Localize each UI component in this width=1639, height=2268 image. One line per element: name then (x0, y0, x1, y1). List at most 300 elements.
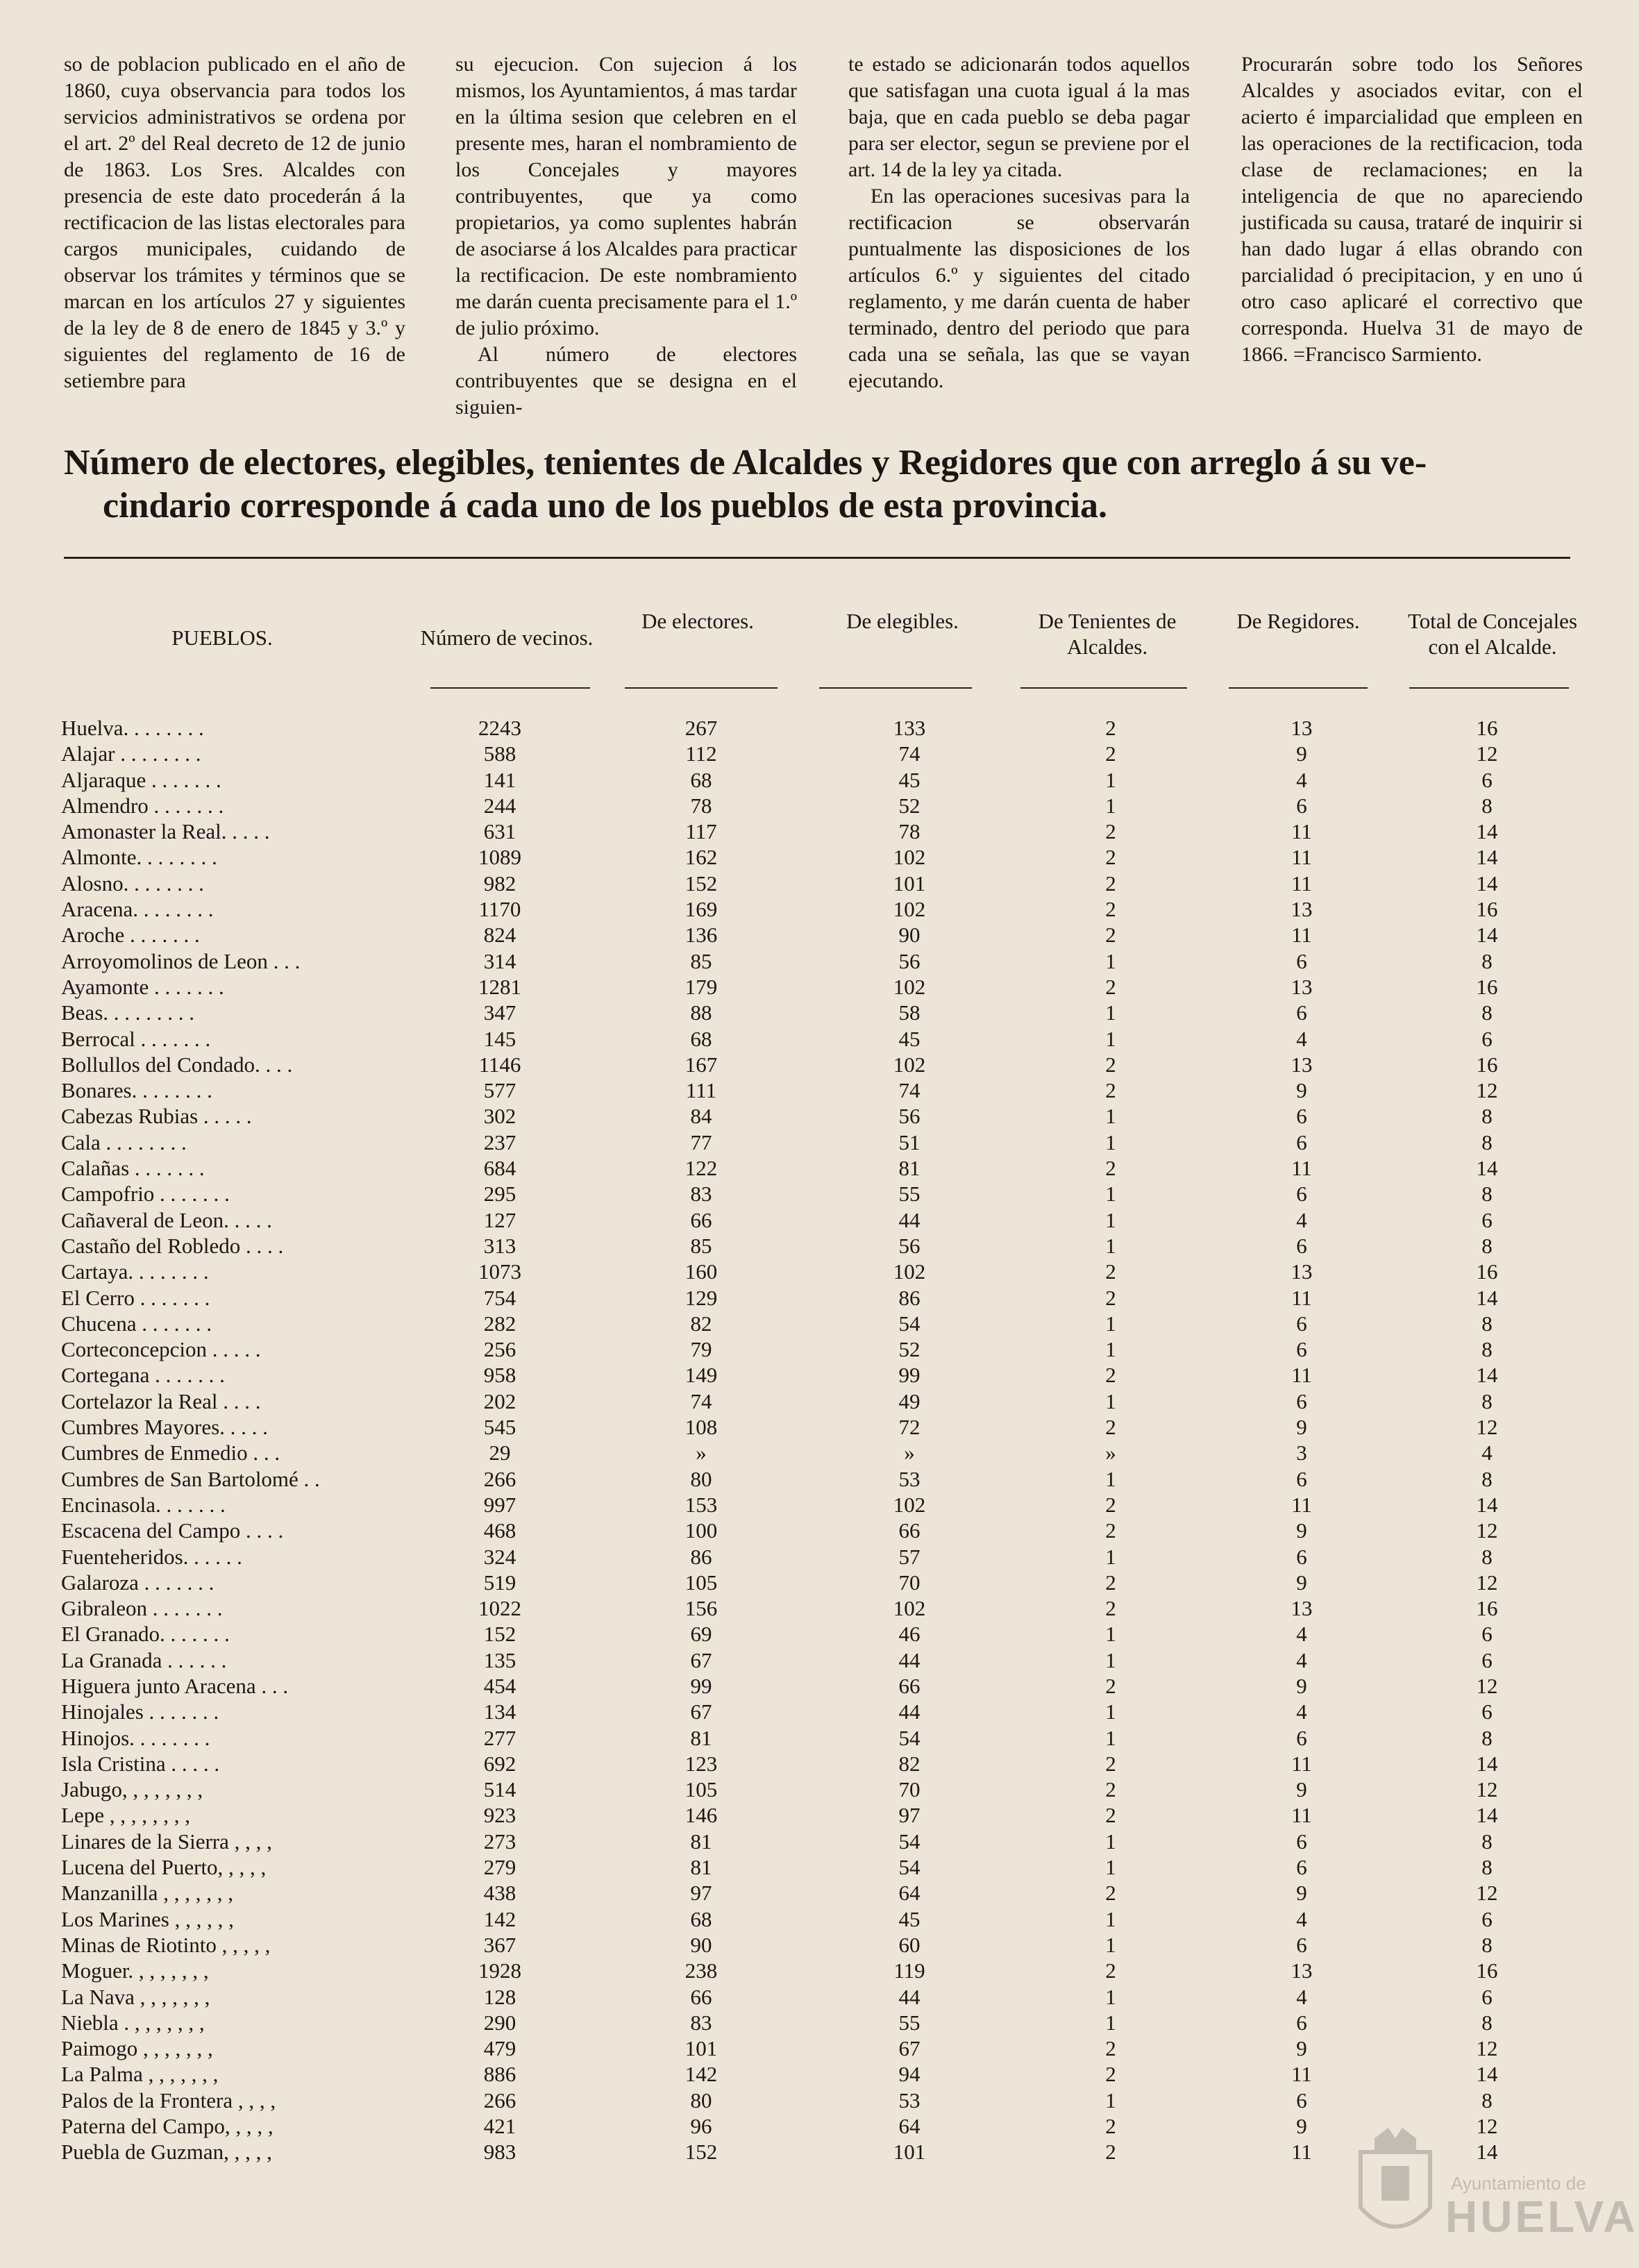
town-name: Niebla . , , , , , , , (61, 2010, 205, 2035)
elegibles-value: 52 (898, 793, 921, 818)
table-row (0, 1595, 1639, 1621)
total-value: 8 (1481, 2010, 1493, 2035)
coat-of-arms-icon (1354, 2124, 1437, 2249)
vecinos-value: 886 (483, 2062, 516, 2087)
total-value: 6 (1481, 1699, 1493, 1724)
elegibles-value: 74 (898, 1078, 921, 1103)
electores-value: » (696, 1440, 707, 1465)
table-row (0, 1492, 1639, 1518)
elegibles-value: 102 (893, 1259, 926, 1284)
header-underline (1409, 687, 1569, 689)
table-row (0, 741, 1639, 766)
town-name: Galaroza . . . . . . . (61, 1570, 215, 1595)
electores-value: 85 (690, 1233, 712, 1258)
town-name: Castaño del Robledo . . . . (61, 1233, 284, 1258)
town-name: Alosno. . . . . . . . (61, 871, 204, 896)
vecinos-value: 982 (483, 871, 516, 896)
tenientes-value: 2 (1105, 1285, 1116, 1310)
vecinos-value: 256 (483, 1337, 516, 1362)
total-value: 14 (1476, 923, 1498, 948)
table-row (0, 1311, 1639, 1336)
total-value: 8 (1481, 1388, 1493, 1413)
total-value: 8 (1481, 1829, 1493, 1854)
town-name: Hinojales . . . . . . . (61, 1699, 219, 1724)
elegibles-value: 54 (898, 1829, 921, 1854)
elegibles-value: 133 (893, 716, 926, 740)
regidores-value: 9 (1296, 1570, 1307, 1595)
regidores-value: 9 (1296, 1673, 1307, 1698)
elegibles-value: 56 (898, 948, 921, 973)
regidores-value: 11 (1291, 1492, 1312, 1517)
total-value: 6 (1481, 1647, 1493, 1672)
vecinos-value: 468 (483, 1518, 516, 1543)
regidores-value: 6 (1296, 1000, 1307, 1025)
elegibles-value: 54 (898, 1311, 921, 1336)
tenientes-value: 2 (1105, 1492, 1116, 1517)
regidores-value: 6 (1296, 2088, 1307, 2112)
header-total: Total de Concejales con el Alcalde. (1407, 609, 1578, 659)
regidores-value: 6 (1296, 1337, 1307, 1362)
total-value: 14 (1476, 1156, 1498, 1181)
tenientes-value: 2 (1105, 1518, 1116, 1543)
elegibles-value: 102 (893, 1492, 926, 1517)
regidores-value: 6 (1296, 1388, 1307, 1413)
tenientes-value: » (1105, 1440, 1116, 1465)
vecinos-value: 519 (483, 1570, 516, 1595)
electores-value: 68 (690, 1026, 712, 1051)
elegibles-value: 78 (898, 819, 921, 844)
electores-value: 80 (690, 1466, 712, 1491)
watermark-line-1: Ayuntamiento de (1451, 2173, 1586, 2194)
table-row (0, 1544, 1639, 1570)
vecinos-value: 824 (483, 923, 516, 948)
table-row (0, 1647, 1639, 1673)
town-name: Isla Cristina . . . . . (61, 1751, 220, 1776)
header-underline (430, 687, 590, 689)
total-value: 8 (1481, 1855, 1493, 1880)
town-name: Cortelazor la Real . . . . (61, 1388, 261, 1413)
table-row (0, 1518, 1639, 1543)
regidores-value: 13 (1291, 716, 1313, 740)
table-row (0, 1026, 1639, 1052)
total-value: 8 (1481, 1182, 1493, 1207)
intro-column-3 (848, 51, 1190, 394)
vecinos-value: 631 (483, 819, 516, 844)
town-name: Lepe , , , , , , , , (61, 1803, 190, 1828)
electores-value: 111 (685, 1078, 717, 1103)
town-name: Bonares. . . . . . . . (61, 1078, 212, 1103)
header-tenientes: De Tenientes de Alcaldes. (1038, 609, 1177, 659)
electores-value: 97 (690, 1881, 712, 1906)
electores-value: 136 (684, 923, 718, 948)
town-name: Gibraleon . . . . . . . (61, 1596, 223, 1621)
electores-value: 108 (684, 1415, 718, 1440)
table-row (0, 1440, 1639, 1465)
elegibles-value: 90 (898, 923, 921, 948)
town-name: Palos de la Frontera , , , , (61, 2088, 276, 2112)
electores-value: 101 (684, 2036, 718, 2061)
vecinos-value: 421 (483, 2114, 516, 2139)
total-value: 12 (1476, 1777, 1498, 1802)
elegibles-value: 52 (898, 1337, 921, 1362)
electores-value: 267 (684, 716, 718, 740)
vecinos-value: 266 (483, 1466, 516, 1491)
vecinos-value: 134 (483, 1699, 516, 1724)
town-name: Hinojos. . . . . . . . (61, 1725, 210, 1750)
electores-value: 160 (684, 1259, 718, 1284)
header-underline (819, 687, 972, 689)
town-name: Encinasola. . . . . . . (61, 1492, 226, 1517)
vecinos-value: 923 (483, 1803, 516, 1828)
total-value: 16 (1476, 716, 1498, 740)
elegibles-value: 119 (893, 1958, 925, 1983)
regidores-value: 13 (1291, 1596, 1313, 1621)
table-row (0, 2061, 1639, 2087)
tenientes-value: 1 (1105, 767, 1116, 792)
regidores-value: 11 (1291, 871, 1312, 896)
vecinos-value: 438 (483, 1881, 516, 1906)
vecinos-value: 266 (483, 2088, 516, 2112)
town-name: Cumbres de San Bartolomé . . (61, 1466, 320, 1491)
regidores-value: 6 (1296, 793, 1307, 818)
total-value: 8 (1481, 1233, 1493, 1258)
regidores-value: 11 (1291, 923, 1312, 948)
total-value: 16 (1476, 1958, 1498, 1983)
table-row (0, 715, 1639, 741)
elegibles-value: 72 (898, 1415, 921, 1440)
vecinos-value: 244 (483, 793, 516, 818)
intro-paragraph: Procurarán sobre todo los Señores Alcaldes y asociados evitar, con el acierto é imparcialidad que empleen en las operaciones de la rectificacion, toda clase de reclamaciones; en la inteligencia de que no apareciendo justificada su causa, trataré de inquirir si han dado lugar á ellas obrando con parcialidad ó precipitacion, y en uno ú otro caso aplicaré el correctivo que corresponda. Huelva 31 de mayo de 1866. =Francisco Sarmiento. (1241, 53, 1583, 366)
electores-value: 90 (690, 1932, 712, 1957)
total-value: 14 (1476, 2062, 1498, 2087)
electores-value: 80 (690, 2088, 712, 2112)
vecinos-value: 127 (483, 1207, 516, 1232)
total-value: 8 (1481, 1466, 1493, 1491)
town-name: Cala . . . . . . . . (61, 1129, 187, 1154)
electores-value: 129 (684, 1285, 718, 1310)
regidores-value: 4 (1296, 1984, 1307, 2009)
electores-value: 99 (690, 1673, 712, 1698)
tenientes-value: 2 (1105, 1363, 1116, 1388)
elegibles-value: 102 (893, 1596, 926, 1621)
electores-value: 167 (684, 1052, 718, 1077)
table-row (0, 1751, 1639, 1776)
electores-value: 152 (684, 871, 718, 896)
regidores-value: 9 (1296, 741, 1307, 766)
electores-value: 179 (684, 974, 718, 999)
table-row (0, 922, 1639, 948)
tenientes-value: 1 (1105, 1207, 1116, 1232)
vecinos-value: 983 (483, 2140, 516, 2165)
regidores-value: 11 (1291, 1751, 1312, 1776)
town-name: Huelva. . . . . . . . (61, 716, 204, 740)
vecinos-value: 282 (483, 1311, 516, 1336)
vecinos-value: 142 (483, 1906, 516, 1931)
town-name: Aroche . . . . . . . (61, 923, 200, 948)
vecinos-value: 237 (483, 1129, 516, 1154)
regidores-value: 9 (1296, 2036, 1307, 2061)
tenientes-value: 2 (1105, 741, 1116, 766)
electores-value: 146 (684, 1803, 718, 1828)
electores-value: 77 (690, 1129, 712, 1154)
town-name: Higuera junto Aracena . . . (61, 1673, 289, 1698)
header-underline (1020, 687, 1187, 689)
tenientes-value: 1 (1105, 1855, 1116, 1880)
tenientes-value: 1 (1105, 1699, 1116, 1724)
vecinos-value: 514 (483, 1777, 516, 1802)
table-row (0, 1362, 1639, 1388)
table-row (0, 948, 1639, 974)
regidores-value: 6 (1296, 2010, 1307, 2035)
vecinos-value: 2243 (478, 716, 521, 740)
table-row (0, 1854, 1639, 1880)
table-row (0, 974, 1639, 1000)
vecinos-value: 314 (483, 948, 516, 973)
vecinos-value: 588 (483, 741, 516, 766)
town-name: Campofrio . . . . . . . (61, 1182, 230, 1207)
tenientes-value: 2 (1105, 974, 1116, 999)
header-vecinos: Número de vecinos. (420, 625, 594, 650)
elegibles-value: 49 (898, 1388, 921, 1413)
tenientes-value: 2 (1105, 1156, 1116, 1181)
vecinos-value: 128 (483, 1984, 516, 2009)
town-name: Beas. . . . . . . . . (61, 1000, 195, 1025)
electores-value: 68 (690, 767, 712, 792)
total-value: 14 (1476, 1751, 1498, 1776)
town-name: Manzanilla , , , , , , , (61, 1881, 233, 1906)
total-value: 12 (1476, 741, 1498, 766)
tenientes-value: 2 (1105, 871, 1116, 896)
electores-value: 85 (690, 948, 712, 973)
vecinos-value: 367 (483, 1932, 516, 1957)
tenientes-value: 1 (1105, 1984, 1116, 2009)
vecinos-value: 1928 (478, 1958, 521, 1983)
table-row (0, 1802, 1639, 1828)
town-name: Escacena del Campo . . . . (61, 1518, 284, 1543)
elegibles-value: 60 (898, 1932, 921, 1957)
table-row (0, 1285, 1639, 1311)
vecinos-value: 302 (483, 1104, 516, 1129)
tenientes-value: 2 (1105, 1570, 1116, 1595)
table-row (0, 1984, 1639, 2010)
tenientes-value: 2 (1105, 819, 1116, 844)
table-row (0, 1103, 1639, 1129)
regidores-value: 13 (1291, 1958, 1313, 1983)
tenientes-value: 2 (1105, 2114, 1116, 2139)
table-row (0, 1725, 1639, 1751)
town-name: Lucena del Puerto, , , , , (61, 1855, 267, 1880)
table-row (0, 871, 1639, 896)
town-name: Paimogo , , , , , , , (61, 2036, 213, 2061)
town-name: Corteconcepcion . . . . . (61, 1337, 261, 1362)
electores-value: 142 (684, 2062, 718, 2087)
tenientes-value: 2 (1105, 1596, 1116, 1621)
town-name: Paterna del Campo, , , , , (61, 2114, 274, 2139)
elegibles-value: 53 (898, 1466, 921, 1491)
electores-value: 162 (684, 845, 718, 870)
elegibles-value: 45 (898, 1026, 921, 1051)
table-row (0, 1570, 1639, 1595)
elegibles-value: 54 (898, 1725, 921, 1750)
elegibles-value: 66 (898, 1673, 921, 1698)
elegibles-value: 55 (898, 1182, 921, 1207)
total-value: 14 (1476, 1492, 1498, 1517)
regidores-value: 6 (1296, 1855, 1307, 1880)
elegibles-value: 102 (893, 897, 926, 922)
regidores-value: 6 (1296, 1311, 1307, 1336)
elegibles-value: 44 (898, 1699, 921, 1724)
regidores-value: 6 (1296, 1466, 1307, 1491)
intro-paragraph: Al número de electores contribuyentes que se designa en el siguien- (455, 343, 797, 419)
vecinos-value: 324 (483, 1544, 516, 1569)
tenientes-value: 1 (1105, 1906, 1116, 1931)
total-value: 6 (1481, 1622, 1493, 1647)
vecinos-value: 152 (483, 1622, 516, 1647)
vecinos-value: 1170 (478, 897, 521, 922)
intro-column-2 (455, 51, 797, 421)
town-name: Amonaster la Real. . . . . (61, 819, 270, 844)
intro-paragraph: so de poblacion publicado en el año de 1860, cuya observancia para todos los servicios administrativos se ordena por el art. 2º del Real decreto de 12 de junio de 1863. Los Sres. Alcaldes con presencia de este dato procederán á la rectificacion de las listas electorales para cargos municipales, cuidando de observar los trámites y términos que se marcan en los artículos 27 y siguientes de la ley de 8 de enero de 1845 y 3.º y siguientes del reglamento de 16 de setiembre para (64, 53, 405, 392)
town-name: Cartaya. . . . . . . . (61, 1259, 209, 1284)
total-value: 16 (1476, 1052, 1498, 1077)
regidores-value: 4 (1296, 767, 1307, 792)
vecinos-value: 454 (483, 1673, 516, 1698)
tenientes-value: 1 (1105, 1829, 1116, 1854)
tenientes-value: 2 (1105, 716, 1116, 740)
town-name: Almendro . . . . . . . (61, 793, 224, 818)
electores-value: 67 (690, 1699, 712, 1724)
table-row (0, 1259, 1639, 1284)
table-row (0, 1880, 1639, 1906)
elegibles-value: 70 (898, 1777, 921, 1802)
table-row (0, 1077, 1639, 1103)
town-name: Jabugo, , , , , , , , (61, 1777, 203, 1802)
tenientes-value: 1 (1105, 1129, 1116, 1154)
vecinos-value: 1022 (478, 1596, 521, 1621)
table-body (0, 715, 1639, 2165)
watermark (1354, 2124, 1638, 2256)
electores-value: 83 (690, 1182, 712, 1207)
elegibles-value: 55 (898, 2010, 921, 2035)
electores-value: 84 (690, 1104, 712, 1129)
table-row (0, 1414, 1639, 1440)
total-value: 8 (1481, 1337, 1493, 1362)
table-heading-line-2: cindario corresponde á cada uno de los pueblos de esta provincia. (103, 486, 1107, 526)
tenientes-value: 1 (1105, 1647, 1116, 1672)
table-row (0, 1776, 1639, 1802)
vecinos-value: 1089 (478, 845, 521, 870)
elegibles-value: 86 (898, 1285, 921, 1310)
vecinos-value: 479 (483, 2036, 516, 2061)
total-value: 6 (1481, 1906, 1493, 1931)
tenientes-value: 1 (1105, 2088, 1116, 2112)
total-value: 6 (1481, 767, 1493, 792)
table-row (0, 793, 1639, 818)
elegibles-value: 56 (898, 1233, 921, 1258)
tenientes-value: 1 (1105, 1544, 1116, 1569)
header-underline (1229, 687, 1368, 689)
intro-column-4 (1241, 51, 1583, 368)
electores-value: 96 (690, 2114, 712, 2139)
tenientes-value: 2 (1105, 2062, 1116, 2087)
vecinos-value: 279 (483, 1855, 516, 1880)
regidores-value: 4 (1296, 1207, 1307, 1232)
vecinos-value: 1146 (478, 1052, 521, 1077)
elegibles-value: 74 (898, 741, 921, 766)
table-row (0, 2088, 1639, 2113)
elegibles-value: 44 (898, 1207, 921, 1232)
tenientes-value: 2 (1105, 923, 1116, 948)
table-row (0, 1233, 1639, 1259)
elegibles-value: 101 (893, 2140, 926, 2165)
regidores-value: 13 (1291, 897, 1313, 922)
header-underline (625, 687, 778, 689)
header-pueblos: PUEBLOS. (171, 625, 273, 650)
elegibles-value: 46 (898, 1622, 921, 1647)
total-value: 12 (1476, 1881, 1498, 1906)
vecinos-value: 684 (483, 1156, 516, 1181)
tenientes-value: 1 (1105, 1000, 1116, 1025)
vecinos-value: 202 (483, 1388, 516, 1413)
town-name: La Granada . . . . . . (61, 1647, 227, 1672)
electores-value: 149 (684, 1363, 718, 1388)
elegibles-value: 57 (898, 1544, 921, 1569)
vecinos-value: 754 (483, 1285, 516, 1310)
regidores-value: 6 (1296, 1932, 1307, 1957)
elegibles-value: 64 (898, 1881, 921, 1906)
total-value: 14 (1476, 1803, 1498, 1828)
table-row (0, 1388, 1639, 1414)
tenientes-value: 1 (1105, 1026, 1116, 1051)
electores-value: 79 (690, 1337, 712, 1362)
vecinos-value: 277 (483, 1725, 516, 1750)
electores-value: 117 (685, 819, 717, 844)
total-value: 14 (1476, 845, 1498, 870)
regidores-value: 9 (1296, 1518, 1307, 1543)
town-name: Almonte. . . . . . . . (61, 845, 217, 870)
regidores-value: 9 (1296, 1881, 1307, 1906)
total-value: 8 (1481, 1544, 1493, 1569)
tenientes-value: 2 (1105, 1052, 1116, 1077)
regidores-value: 9 (1296, 2114, 1307, 2139)
electores-value: 67 (690, 1647, 712, 1672)
vecinos-value: 273 (483, 1829, 516, 1854)
town-name: Ayamonte . . . . . . . (61, 974, 224, 999)
total-value: 8 (1481, 793, 1493, 818)
table-row (0, 1000, 1639, 1025)
vecinos-value: 577 (483, 1078, 516, 1103)
elegibles-value: 44 (898, 1647, 921, 1672)
tenientes-value: 2 (1105, 2036, 1116, 2061)
regidores-value: 4 (1296, 1026, 1307, 1051)
tenientes-value: 1 (1105, 1104, 1116, 1129)
total-value: 8 (1481, 1725, 1493, 1750)
elegibles-value: 102 (893, 974, 926, 999)
intro-text (64, 51, 1598, 426)
total-value: 14 (1476, 819, 1498, 844)
town-name: Linares de la Sierra , , , , (61, 1829, 272, 1854)
elegibles-value: 81 (898, 1156, 921, 1181)
total-value: 8 (1481, 1104, 1493, 1129)
total-value: 16 (1476, 1259, 1498, 1284)
elegibles-value: 64 (898, 2114, 921, 2139)
town-name: El Cerro . . . . . . . (61, 1285, 210, 1310)
tenientes-value: 1 (1105, 948, 1116, 973)
total-value: 4 (1481, 1440, 1493, 1465)
tenientes-value: 2 (1105, 1673, 1116, 1698)
total-value: 8 (1481, 1311, 1493, 1336)
electores-value: 105 (684, 1777, 718, 1802)
